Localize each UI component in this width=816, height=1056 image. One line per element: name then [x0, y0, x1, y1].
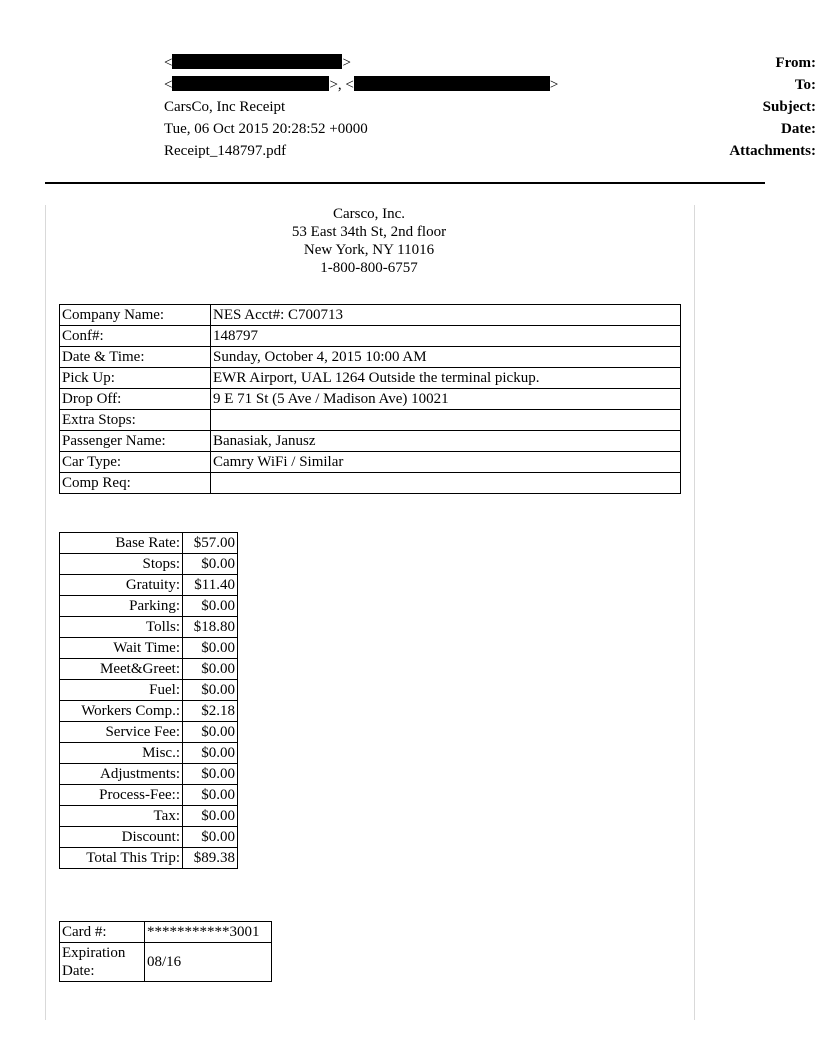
expiration-label: Expiration Date:	[60, 943, 145, 982]
redacted-block	[172, 76, 329, 91]
redacted-block	[354, 76, 550, 91]
charge-value: $89.38	[183, 848, 238, 869]
trip-label: Comp Req:	[60, 473, 211, 494]
card-value: ***********3001	[145, 922, 272, 943]
charge-label: Wait Time:	[60, 638, 183, 659]
table-row	[60, 659, 238, 680]
trip-label: Passenger Name:	[60, 431, 211, 452]
table-row	[60, 943, 272, 982]
to-value: < >, < >	[164, 77, 559, 93]
charge-label: Misc.:	[60, 743, 183, 764]
charge-label: Stops:	[60, 554, 183, 575]
charge-label: Process-Fee::	[60, 785, 183, 806]
charge-value: $0.00	[183, 764, 238, 785]
charge-value: $0.00	[183, 785, 238, 806]
trip-details-table	[59, 304, 681, 494]
charge-value: $2.18	[183, 701, 238, 722]
to-label: To:	[794, 77, 816, 93]
trip-label: Extra Stops:	[60, 410, 211, 431]
charge-label: Base Rate:	[60, 533, 183, 554]
table-row	[60, 305, 681, 326]
from-label: From:	[775, 55, 816, 71]
trip-value: NES Acct#: C700713	[211, 305, 681, 326]
charge-value: $11.40	[183, 575, 238, 596]
table-row	[60, 368, 681, 389]
trip-value: 9 E 71 St (5 Ave / Madison Ave) 10021	[211, 389, 681, 410]
charge-label: Service Fee:	[60, 722, 183, 743]
trip-value	[211, 473, 681, 494]
attachments-label: Attachments:	[729, 143, 816, 159]
charge-label: Fuel:	[60, 680, 183, 701]
company-address	[45, 205, 693, 277]
table-row	[60, 431, 681, 452]
trip-value: Banasiak, Janusz	[211, 431, 681, 452]
table-row	[60, 680, 238, 701]
trip-value	[211, 410, 681, 431]
charge-label: Gratuity:	[60, 575, 183, 596]
table-row	[60, 806, 238, 827]
company-address-line2: New York, NY 11016	[303, 242, 435, 258]
table-row	[60, 785, 238, 806]
card-label: Card #:	[60, 922, 145, 943]
charge-value: $0.00	[183, 806, 238, 827]
charge-label: Parking:	[60, 596, 183, 617]
charge-value: $0.00	[183, 596, 238, 617]
expiration-value: 08/16	[145, 943, 272, 982]
charge-label: Adjustments:	[60, 764, 183, 785]
trip-label: Company Name:	[60, 305, 211, 326]
subject-value: CarsCo, Inc Receipt	[164, 99, 286, 115]
table-row	[60, 347, 681, 368]
date-value: Tue, 06 Oct 2015 20:28:52 +0000	[164, 121, 368, 137]
trip-value: Camry WiFi / Similar	[211, 452, 681, 473]
date-row	[0, 118, 816, 140]
company-address-line1: 53 East 34th St, 2nd floor	[291, 224, 447, 240]
charge-value: $0.00	[183, 722, 238, 743]
charge-value: $0.00	[183, 827, 238, 848]
company-name: Carsco, Inc.	[332, 206, 406, 222]
charge-value: $18.80	[183, 617, 238, 638]
from-row	[0, 52, 816, 74]
trip-value: 148797	[211, 326, 681, 347]
trip-value: Sunday, October 4, 2015 10:00 AM	[211, 347, 681, 368]
trip-value: EWR Airport, UAL 1264 Outside the terminal pickup.	[211, 368, 681, 389]
table-row	[60, 533, 238, 554]
company-phone: 1-800-800-6757	[320, 260, 418, 276]
table-row	[60, 848, 238, 869]
charge-label: Workers Comp.:	[60, 701, 183, 722]
table-row	[60, 554, 238, 575]
trip-label: Drop Off:	[60, 389, 211, 410]
table-row	[60, 389, 681, 410]
redacted-block	[172, 54, 342, 69]
charge-value: $0.00	[183, 659, 238, 680]
charge-value: $0.00	[183, 680, 238, 701]
table-row	[60, 701, 238, 722]
charge-label: Meet&Greet:	[60, 659, 183, 680]
trip-label: Car Type:	[60, 452, 211, 473]
table-row	[60, 575, 238, 596]
charge-value: $0.00	[183, 554, 238, 575]
table-row	[60, 452, 681, 473]
table-row	[60, 743, 238, 764]
date-label: Date:	[781, 121, 816, 137]
table-row	[60, 638, 238, 659]
charge-value: $0.00	[183, 743, 238, 764]
trip-label: Conf#:	[60, 326, 211, 347]
table-row	[60, 596, 238, 617]
from-value: < >	[164, 55, 351, 71]
table-row	[60, 764, 238, 785]
charge-label: Total This Trip:	[60, 848, 183, 869]
table-row	[60, 617, 238, 638]
charge-label: Tolls:	[60, 617, 183, 638]
charge-value: $0.00	[183, 638, 238, 659]
trip-label: Date & Time:	[60, 347, 211, 368]
subject-label: Subject:	[762, 99, 816, 115]
subject-row	[0, 96, 816, 118]
attachment-link[interactable]: Receipt_148797.pdf	[164, 143, 287, 159]
charge-label: Discount:	[60, 827, 183, 848]
table-row	[60, 326, 681, 347]
charges-table	[59, 532, 238, 869]
to-row	[0, 74, 816, 96]
payment-table	[59, 921, 272, 982]
attachments-row	[0, 140, 816, 162]
table-row	[60, 410, 681, 431]
trip-label: Pick Up:	[60, 368, 211, 389]
header-divider	[45, 182, 765, 184]
table-row	[60, 722, 238, 743]
charge-value: $57.00	[183, 533, 238, 554]
table-row	[60, 473, 681, 494]
table-row	[60, 827, 238, 848]
table-row	[60, 922, 272, 943]
charge-label: Tax:	[60, 806, 183, 827]
